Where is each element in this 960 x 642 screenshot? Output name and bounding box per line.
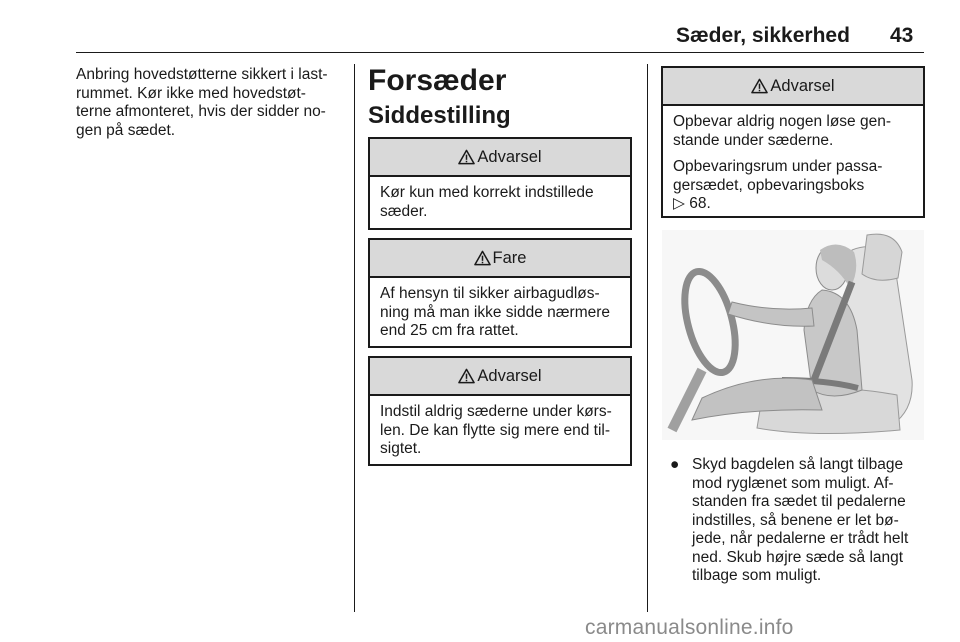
warning-box-1-header bbox=[370, 139, 630, 177]
bullet-text: Skyd bagdelen så langt tilbage mod ryglænet som muligt. Af- standen fra sædet til pedalerne indstilles, så benene er let bø- jede, når pedalerne er trådt helt ned. Skub højre sæde så langt tilbage som muligt. bbox=[692, 456, 909, 584]
bullet-icon: ● bbox=[670, 456, 680, 473]
storage-warning-box bbox=[661, 66, 925, 218]
storage-warning-paragraph-1: Opbevar aldrig nogen løse gen- stande under sæderne. bbox=[673, 113, 891, 149]
warning-box-1-title: Advarsel bbox=[477, 147, 542, 166]
bullet-item bbox=[670, 456, 920, 586]
page-header-title: Sæder, sikkerhed bbox=[676, 24, 850, 47]
column-divider-left bbox=[354, 64, 355, 612]
warning-box-1-body: Kør kun med korrekt indstillede sæder. bbox=[380, 184, 594, 220]
page-number: 43 bbox=[890, 24, 914, 47]
storage-warning-paragraph-2: Opbevaringsrum under passa- gersædet, opbevaringsboks ▷ 68. bbox=[673, 158, 883, 212]
intro-paragraph: Anbring hovedstøtterne sikkert i last- rummet. Kør ikke med hovedstøt- terne afmonteret, hvis der sidder no- gen på sædet. bbox=[76, 66, 328, 139]
driver-seat-drawing bbox=[662, 230, 924, 440]
warning-box-2-title: Advarsel bbox=[477, 366, 542, 385]
storage-warning-title: Advarsel bbox=[770, 76, 835, 95]
section-subheading: Siddestilling bbox=[368, 102, 511, 129]
page-reference-link[interactable]: 68. bbox=[689, 195, 711, 212]
warning-box-2-header bbox=[370, 358, 630, 396]
watermark: carmanualsonline.info bbox=[585, 616, 794, 639]
warning-box-1 bbox=[368, 137, 632, 230]
warning-triangle-icon bbox=[474, 250, 491, 266]
header-rule bbox=[76, 52, 924, 53]
section-heading: Forsæder bbox=[368, 64, 507, 97]
warning-triangle-icon bbox=[458, 368, 475, 384]
danger-box-body: Af hensyn til sikker airbagudløs- ning må man ikke sidde nærmere end 25 cm fra rattet. bbox=[380, 285, 611, 339]
page-reference-arrow-icon: ▷ bbox=[673, 195, 685, 212]
column-divider-right bbox=[647, 64, 648, 612]
seating-position-illustration bbox=[662, 230, 924, 440]
warning-box-2-body: Indstil aldrig sæderne under kørs- len. De kan flytte sig mere end til- sigtet. bbox=[380, 403, 612, 457]
storage-warning-body bbox=[663, 106, 923, 214]
danger-box-title: Fare bbox=[492, 248, 527, 267]
warning-box-2 bbox=[368, 356, 632, 466]
warning-triangle-icon bbox=[751, 78, 768, 94]
storage-warning-box-header bbox=[663, 68, 923, 106]
column-left bbox=[76, 66, 344, 140]
danger-box bbox=[368, 238, 632, 348]
danger-box-header bbox=[370, 240, 630, 278]
warning-triangle-icon bbox=[458, 149, 475, 165]
